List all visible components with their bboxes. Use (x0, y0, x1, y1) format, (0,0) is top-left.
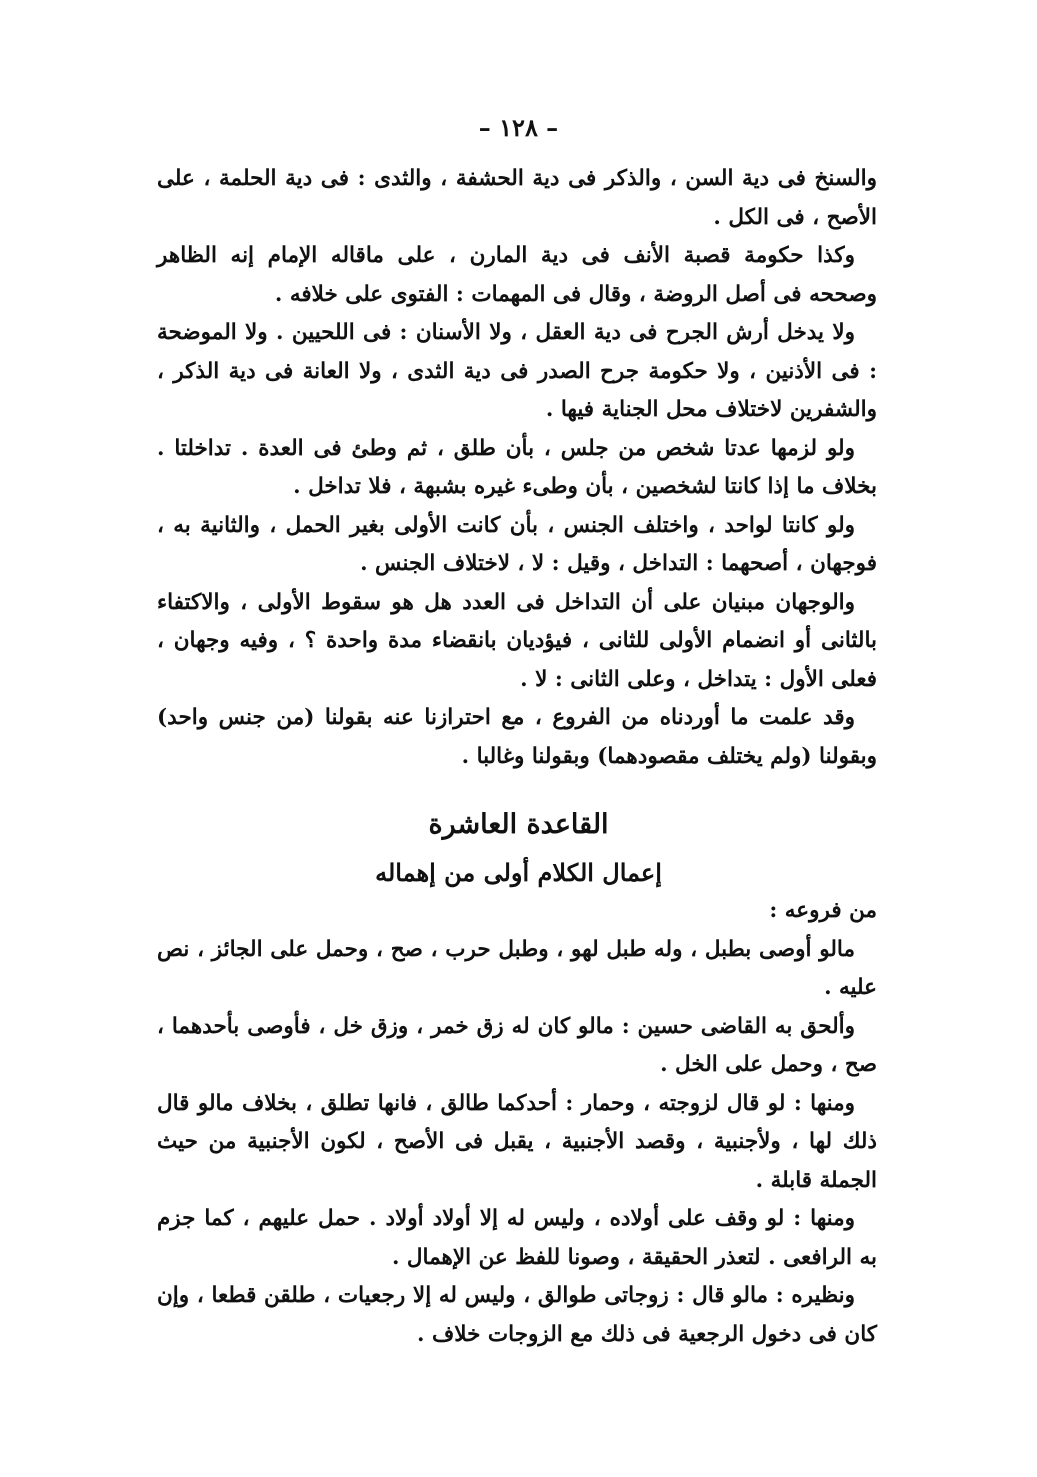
rule-title: القاعدة العاشرة (428, 809, 609, 840)
page-number: – ١٢٨ – (478, 113, 559, 142)
paragraph: ونظيره : مالو قال : زوجاتى طوالق ، وليس له إلا رجعيات ، طلقن قطعا ، وإن كان فى دخول الرجعية فى ذلك مع الزوجات خلاف . (157, 1283, 877, 1347)
paragraph: وكذا حكومة قصبة الأنف فى دية المارن ، على ماقاله الإمام إنه الظاهر وصححه فى أصل الروضة ، وقال فى المهمات : الفتوى على خلافه . (157, 243, 877, 307)
paragraph: ومنها : لو وقف على أولاده ، وليس له إلا أولاد أولاد . حمل عليهم ، كما جزم به الرافعى . لتعذر الحقيقة ، وصونا للفظ عن الإهمال . (157, 1206, 877, 1270)
paragraph: ولا يدخل أرش الجرح فى دية العقل ، ولا الأسنان : فى اللحيين . ولا الموضحة : فى الأذنين ، ولا حكومة جرح الصدر فى دية الثدى ، ولا العانة فى دية الذكر ، والشفرين لاختلاف محل الجناية فيها . (157, 320, 877, 422)
paragraph: والسنخ فى دية السن ، والذكر فى دية الحشفة ، والثدى : فى دية الحلمة ، على الأصح ، فى الكل . (157, 166, 877, 230)
rule-heading-block (0, 805, 1037, 895)
paragraph: وألحق به القاضى حسين : مالو كان له زق خمر ، وزق خل ، فأوصى بأحدهما ، صح ، وحمل على الخل . (157, 1013, 877, 1077)
paragraph: ومنها : لو قال لزوجته ، وحمار : أحدكما طالق ، فانها تطلق ، بخلاف مالو قال ذلك لها ، ولأجنبية ، وقصد الأجنبية ، يقبل فى الأصح ، لكون الأجنبية من حيث الجملة قابلة . (157, 1090, 877, 1193)
paragraph: ولو لزمها عدتا شخص من جلس ، بأن طلق ، ثم وطئ فى العدة . تداخلتا . بخلاف ما إذا كانتا لشخصين ، بأن وطىء غيره بشبهة ، فلا تداخل . (157, 435, 877, 499)
paragraph: مالو أوصى بطبل ، وله طبل لهو ، وطبل حرب ، صح ، وحمل على الجائز ، نص عليه . (157, 936, 877, 1000)
rule-subtitle: إعمال الكلام أولى من إهماله (375, 858, 662, 887)
paragraph: وقد علمت ما أوردناه من الفروع ، مع احترازنا عنه بقولنا (من جنس واحد) وبقولنا (ولم يختلف مقصودهما) وبقولنا وغالبا . (157, 705, 877, 769)
paragraph: من فروعه : (769, 898, 877, 923)
body-section-1 (157, 160, 877, 776)
body-section-2 (157, 892, 877, 1354)
paragraph: ولو كانتا لواحد ، واختلف الجنس ، بأن كانت الأولى بغير الحمل ، والثانية به ، فوجهان ، أصحهما : التداخل ، وقيل : لا ، لاختلاف الجنس . (157, 512, 877, 576)
paragraph: والوجهان مبنيان على أن التداخل فى العدد هل هو سقوط الأولى ، والاكتفاء بالثانى أو انضمام الأولى للثانى ، فيؤديان بانقضاء مدة واحدة ؟ ، وفيه وجهان ، فعلى الأول : يتداخل ، وعلى الثانى : لا . (157, 589, 877, 692)
